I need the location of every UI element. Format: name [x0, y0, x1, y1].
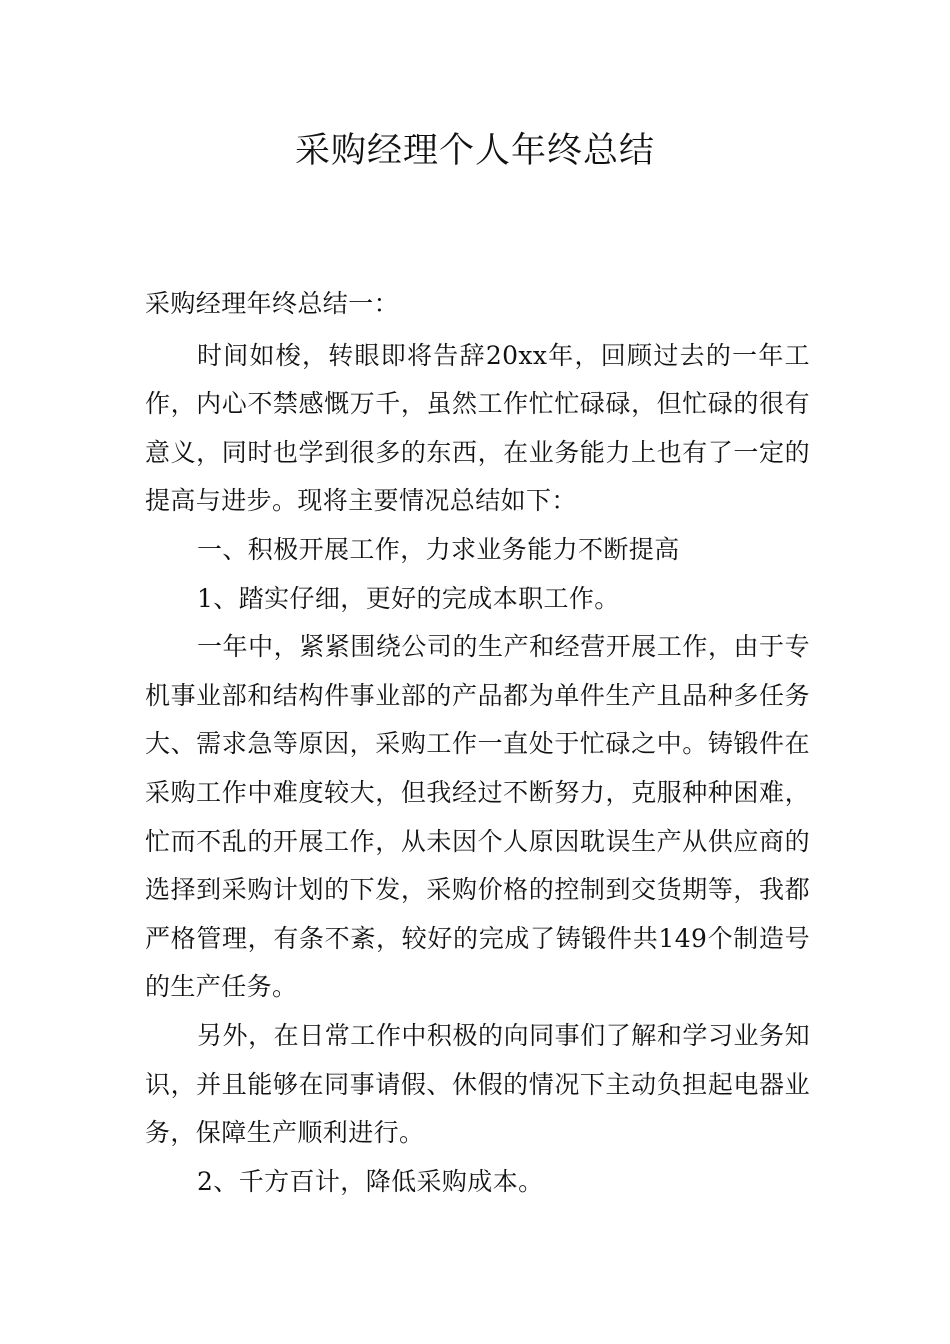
paragraph-intro: 时间如梭，转眼即将告辞20xx年，回顾过去的一年工作，内心不禁感慨万千，虽然工作忙忙碌碌，但忙碌的很有意义，同时也学到很多的东西，在业务能力上也有了一定的提高与进步。现将主要情况总结如下：: [145, 340, 810, 516]
document-title: 采购经理个人年终总结: [294, 131, 655, 171]
document-body: [145, 280, 810, 1206]
section-heading: 采购经理年终总结一：: [145, 289, 400, 318]
paragraph-additional: 另外，在日常工作中积极的向同事们了解和学习业务知识，并且能够在同事请假、休假的情况下主动负担起电器业务，保障生产顺利进行。: [145, 1020, 810, 1148]
heading-part-one: 一、积极开展工作，力求业务能力不断提高: [197, 534, 680, 564]
paragraph-work-detail: 一年中，紧紧围绕公司的生产和经营开展工作，由于专机事业部和结构件事业部的产品都为单件生产且品种多任务大、需求急等原因，采购工作一直处于忙碌之中。铸锻件在采购工作中难度较大，但我经过不断努力，克服种种困难，忙而不乱的开展工作，从未因个人原因耽误生产从供应商的选择到采购计划的下发，采购价格的控制到交货期等，我都严格管理，有条不紊，较好的完成了铸锻件共149个制造号的生产任务。: [145, 632, 810, 1002]
subheading-2: 2、千方百计，降低采购成本。: [197, 1166, 544, 1196]
subheading-1: 1、踏实仔细，更好的完成本职工作。: [197, 583, 620, 613]
